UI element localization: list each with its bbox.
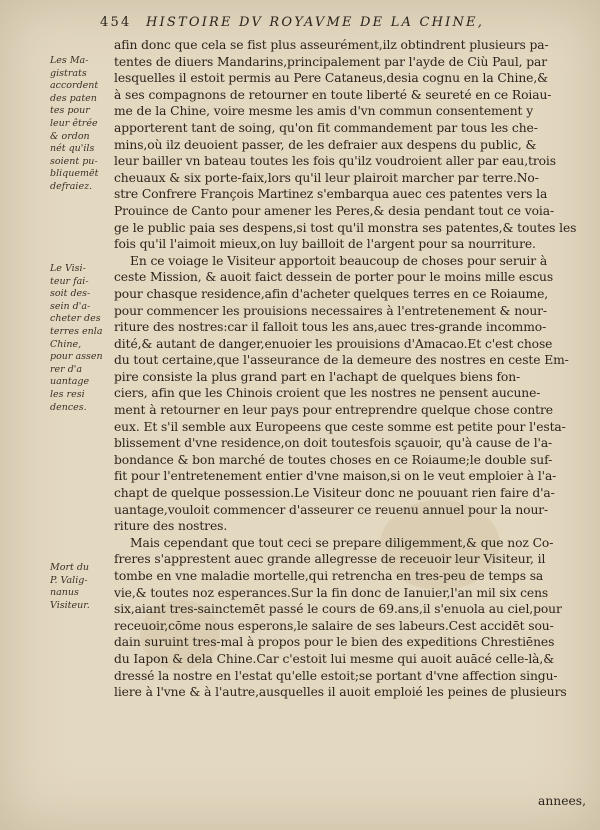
text-line: apporterent tant de soing, qu'on fit commandement par tous les che- xyxy=(114,120,538,135)
text-line: lesquelles il estoit permis au Pere Cataneus,desia cognu en la Chine,& xyxy=(114,71,548,86)
text-line: stre Confrere François Martinez s'embarqua auec ces patentes vers la xyxy=(114,187,548,202)
text-line: dité,& autant de danger,enuoier les prouisions d'Amacao.Et c'est chose xyxy=(114,336,553,351)
paragraph xyxy=(114,37,586,253)
margin-note-visitor-lands: Le Visi- teur fai- soit des- sein d'a- cheter des terres enla Chine, pour assen rer d'a uantage les resi dences. xyxy=(50,263,103,413)
page-number: 454 xyxy=(100,15,132,30)
text-line: receuoir,cōme nous esperons,le salaire de ses labeurs.Cest accidēt sou- xyxy=(114,618,554,633)
text-line: dain suruint tres-mal à propos pour le bien des expeditions Chrestiēnes xyxy=(114,635,555,650)
text-line: me de la Chine, voire mesme les amis d'vn commun consentement y xyxy=(114,104,534,119)
text-line: pire consiste la plus grand part en l'achapt de quelques biens fon- xyxy=(114,369,521,384)
text-line: fois qu'il l'aimoit mieux,on luy bailloit de l'argent pour sa nourriture. xyxy=(114,237,536,252)
running-title: HISTOIRE DV ROYAVME DE LA CHINE, xyxy=(146,15,485,30)
text-line: dressé la nostre en l'estat qu'elle estoit;se portant d'vne affection singu- xyxy=(114,668,558,683)
paragraph xyxy=(114,535,586,701)
text-line: ge le public paia ses despens,si tost qu'il monstra ses patentes,& toutes les xyxy=(114,220,577,235)
margin-note-death: Mort du P. Valig- nanus Visiteur. xyxy=(50,562,90,611)
text-line: mins,où ilz deuoient passer, de les defraier aux despens du public, & xyxy=(114,137,537,152)
text-line: Prouince de Canto pour amener les Peres,& desia pendant tout ce voia- xyxy=(114,203,554,218)
text-line: vie,& toutes noz esperances.Sur la fin donc de Ianuier,l'an mil six cens xyxy=(114,585,549,600)
text-line: freres s'apprestent auec grande allegresse de receuoir leur Visiteur, il xyxy=(114,552,546,567)
text-line: riture des nostres. xyxy=(114,519,228,534)
paragraph xyxy=(114,253,586,535)
page-header xyxy=(100,15,585,37)
text-line: ment à retourner en leur pays pour entreprendre quelque chose contre xyxy=(114,403,553,418)
text-line: eux. Et s'il semble aux Europeens que ceste somme est petite pour l'esta- xyxy=(114,419,566,434)
text-line: fit pour l'entretenement entier d'vne maison,si on le veut emploier à l'a- xyxy=(114,469,557,484)
text-line: liere à l'vne & à l'autre,ausquelles il auoit emploié les peines de plusieurs xyxy=(114,685,567,700)
text-line: blissement d'vne residence,on doit toutesfois sçauoir, qu'à cause de l'a- xyxy=(114,436,553,451)
text-line: ceste Mission, & auoit faict dessein de porter pour le moins mille escus xyxy=(114,270,554,285)
text-line: uantage,vouloit commencer d'asseurer ce reuenu annuel pour la nour- xyxy=(114,502,549,517)
text-line: tentes de diuers Mandarins,principalement par l'ayde de Ciù Paul, par xyxy=(114,54,548,69)
text-line: leur bailler vn bateau toutes les fois qu'ilz voudroient aller par eau,trois xyxy=(114,154,556,169)
text-line: chapt de quelque possession.Le Visiteur donc ne pouuant rien faire d'a- xyxy=(114,486,555,501)
catchword: annees, xyxy=(538,794,586,808)
text-line: du Iapon & dela Chine.Car c'estoit lui mesme qui auoit auācé celle-là,& xyxy=(114,651,555,666)
text-line: Mais cependant que tout ceci se prepare diligemment,& que noz Co- xyxy=(130,535,554,550)
text-line: riture des nostres:car il falloit tous les ans,auec tres-grande incommo- xyxy=(114,320,547,335)
body-text xyxy=(114,37,586,701)
text-line: pour commencer les prouisions necessaires à l'entretenement & nour- xyxy=(114,303,547,318)
text-line: bondance & bon marché de toutes choses en ce Roiaume;le double suf- xyxy=(114,452,553,467)
text-line: tombe en vne maladie mortelle,qui retrencha en tres-peu de temps sa xyxy=(114,569,544,583)
text-line: du tout certaine,que l'asseurance de la demeure des nostres en ceste Em- xyxy=(114,353,569,368)
margin-note-patents: Les Ma- gistrats accordent des paten tes pour leur êtrée & ordon nét qu'ils soient pu- bliquemēt defraiez. xyxy=(50,55,99,192)
text-line: cheuaux & six porte-faix,lors qu'il leur plairoit marcher par terre.No- xyxy=(114,170,539,185)
text-line: six,aiant tres-sainctemēt passé le cours de 69.ans,il s'enuola au ciel,pour xyxy=(114,602,562,617)
text-line: afin donc que cela se fist plus asseurément,ilz obtindrent plusieurs pa- xyxy=(114,38,549,52)
text-line: pour chasque residence,afin d'acheter quelques terres en ce Roiaume, xyxy=(114,286,549,301)
text-line: à ses compagnons de retourner en toute liberté & seureté en ce Roiau- xyxy=(114,87,552,102)
text-line: ciers, afin que les Chinois croient que les nostres ne pensent aucune- xyxy=(114,386,541,401)
text-line: En ce voiage le Visiteur apportoit beaucoup de choses pour seruir à xyxy=(130,253,548,268)
